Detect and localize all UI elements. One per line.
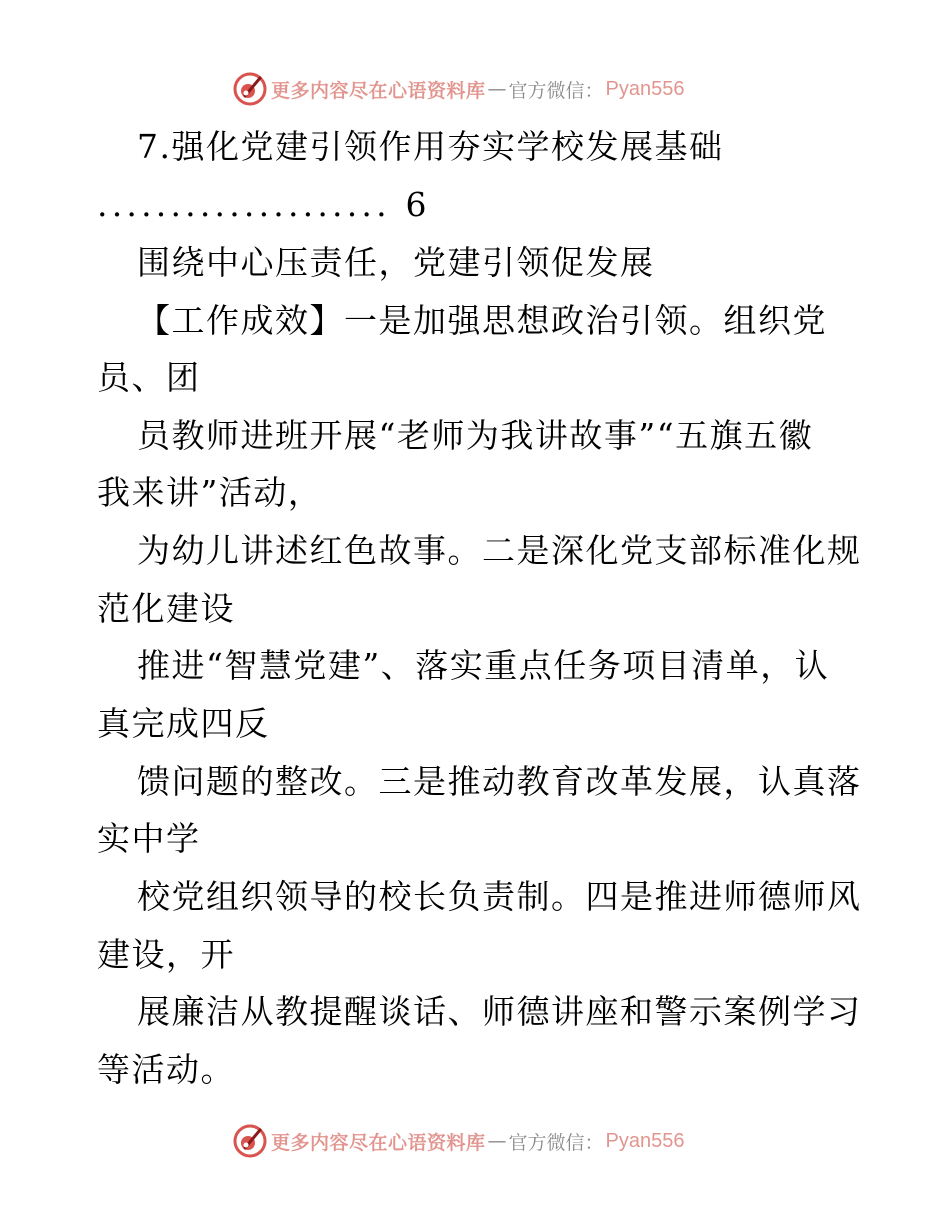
body-line: 员教师进班开展“老师为我讲故事”“五旗五徽 <box>137 416 814 455</box>
body-line: 【工作成效】一是加强思想政治引领。组织党 <box>137 301 827 340</box>
watermark-separator: — <box>487 78 507 100</box>
body-line: 校党组织领导的校长负责制。四是推进师德师风 <box>137 877 862 916</box>
brush-logo-icon <box>233 1124 267 1158</box>
body-line: 我来讲”活动， <box>97 473 323 512</box>
watermark-wechat-id: Pyan556 <box>605 77 685 100</box>
watermark-label: 官方微信： <box>508 1131 604 1154</box>
section-heading: 围绕中心压责任，党建引领促发展 <box>137 243 655 282</box>
toc-leader-row <box>97 185 431 225</box>
watermark-text: 更多内容尽在心语资料库 <box>271 1131 486 1154</box>
body-line: 真完成四反 <box>97 704 270 743</box>
header-watermark <box>233 71 685 107</box>
body-line: 为幼儿讲述红色故事。二是深化党支部标准化规 <box>137 531 862 570</box>
toc-page-number: 6 <box>405 185 431 224</box>
watermark-label: 官方微信： <box>508 79 604 102</box>
body-line: 员、团 <box>97 358 201 397</box>
body-line: 等活动。 <box>97 1050 235 1089</box>
toc-title: 7.强化党建引领作用夯实学校发展基础 <box>137 127 724 166</box>
watermark-separator: — <box>487 1130 507 1152</box>
body-line: 范化建设 <box>97 589 235 628</box>
body-line: 实中学 <box>97 819 201 858</box>
brush-logo-icon <box>233 72 267 106</box>
body-line: 推进“智慧党建”、落实重点任务项目清单，认 <box>137 646 830 685</box>
watermark-text: 更多内容尽在心语资料库 <box>271 79 486 102</box>
body-line: 展廉洁从教提醒谈话、师德讲座和警示案例学习 <box>137 992 862 1031</box>
footer-watermark <box>233 1123 685 1159</box>
watermark-wechat-id: Pyan556 <box>605 1129 685 1152</box>
body-line: 建设，开 <box>97 935 235 974</box>
body-line: 馈问题的整改。三是推动教育改革发展，认真落 <box>137 762 862 801</box>
toc-leader: .................... <box>97 185 391 224</box>
